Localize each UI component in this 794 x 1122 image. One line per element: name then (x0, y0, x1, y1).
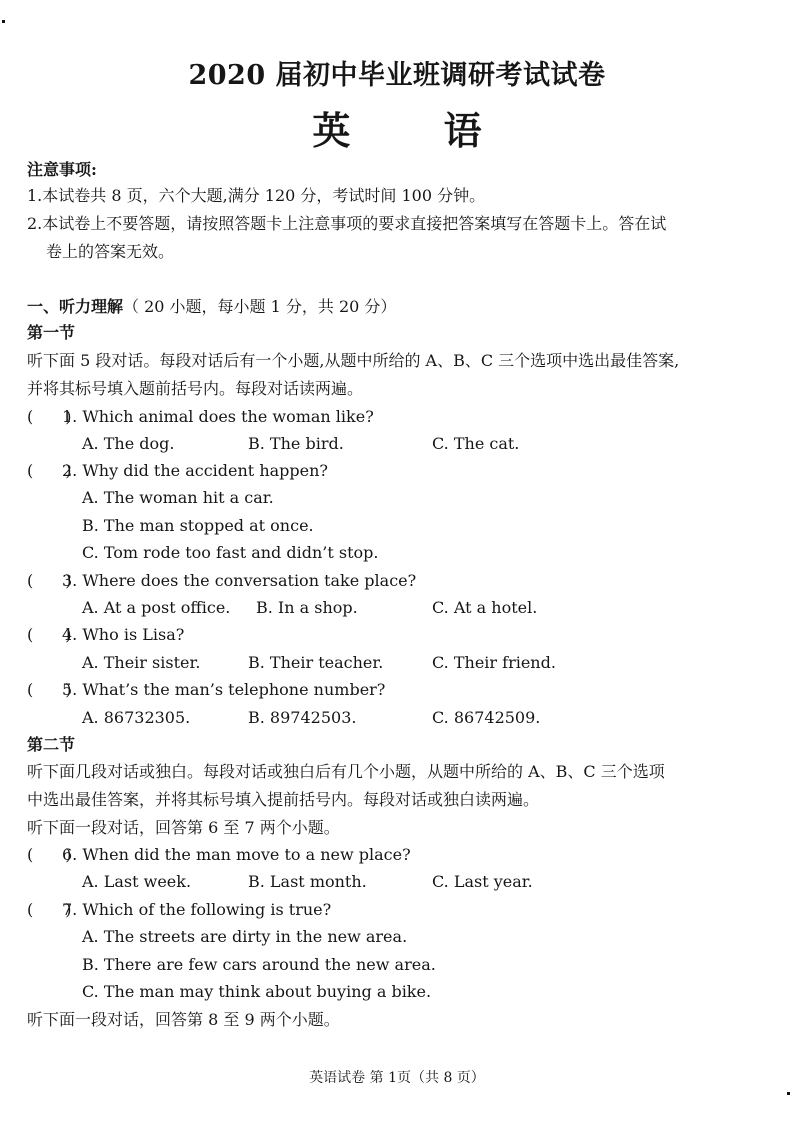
option-b: B. The bird. (248, 434, 344, 453)
option-b: B. There are few cars around the new area. (82, 955, 436, 974)
answer-bracket[interactable]: ( ) (27, 625, 72, 644)
scan-speck (2, 20, 5, 23)
notes-label: 注意事项: (27, 160, 97, 179)
section-instructions: 并将其标号填入题前括号内。每段对话读两遍。 (27, 379, 364, 398)
option-b: B. The man stopped at once. (82, 516, 314, 535)
answer-bracket[interactable]: ( ) (27, 680, 72, 699)
question-text: 4. Who is Lisa? (62, 625, 185, 644)
section-instructions: 听下面 5 段对话。每段对话后有一个小题,从题中所给的 A、B、C 三个选项中选出最佳答案, (27, 351, 680, 370)
option-a: A. 86732305. (82, 708, 191, 727)
option-a: A. The dog. (82, 434, 175, 453)
part-heading (27, 299, 396, 315)
notes-item: 卷上的答案无效。 (46, 242, 175, 261)
option-c: C. At a hotel. (432, 598, 538, 617)
section-label: 第二节 (27, 735, 76, 754)
section-instructions: 听下面几段对话或独白。每段对话或独白后有几个小题，从题中所给的 A、B、C 三个选项 (27, 762, 665, 781)
answer-bracket[interactable]: ( ) (27, 461, 72, 480)
exam-title: 2020 届初中毕业班调研考试试卷 (188, 60, 606, 91)
option-c: C. 86742509. (432, 708, 541, 727)
option-c: C. Their friend. (432, 653, 556, 672)
option-c: C. The cat. (432, 434, 520, 453)
answer-bracket[interactable]: ( ) (27, 900, 72, 919)
question-text: 3. Where does the conversation take place? (62, 571, 417, 590)
page-footer: 英语试卷 第 1页（共 8 页） (309, 1070, 485, 1086)
question-text: 2. Why did the accident happen? (62, 461, 328, 480)
notes-item: 1.本试卷共 8 页，六个大题,满分 120 分，考试时间 100 分钟。 (27, 186, 486, 205)
option-b: B. Their teacher. (248, 653, 384, 672)
option-a: A. The woman hit a car. (82, 488, 274, 507)
option-a: A. At a post office. (82, 598, 231, 617)
option-b: B. In a shop. (256, 598, 358, 617)
scan-speck (787, 1092, 790, 1095)
section-instructions: 中选出最佳答案，并将其标号填入提前括号内。每段对话或独白读两遍。 (27, 790, 540, 809)
answer-bracket[interactable]: ( ) (27, 845, 72, 864)
option-a: A. Their sister. (82, 653, 201, 672)
question-text: 5. What’s the man’s telephone number? (62, 680, 386, 699)
question-text: 6. When did the man move to a new place? (62, 845, 411, 864)
section-label: 第一节 (27, 323, 76, 342)
option-a: A. The streets are dirty in the new area. (82, 927, 408, 946)
part-heading-title: 一、听力理解 (27, 297, 124, 316)
option-c: C. Last year. (432, 872, 533, 891)
subject-title: 英 语 (312, 108, 522, 153)
question-text: 1. Which animal does the woman like? (62, 407, 374, 426)
option-a: A. Last week. (82, 872, 192, 891)
notes-item: 2.本试卷上不要答题，请按照答题卡上注意事项的要求直接把答案填写在答题卡上。答在试 (27, 214, 667, 233)
question-text: 7. Which of the following is true? (62, 900, 332, 919)
answer-bracket[interactable]: ( ) (27, 571, 72, 590)
option-b: B. Last month. (248, 872, 367, 891)
dialog-instruction: 听下面一段对话，回答第 8 至 9 两个小题。 (27, 1010, 340, 1029)
dialog-instruction: 听下面一段对话，回答第 6 至 7 两个小题。 (27, 818, 340, 837)
part-heading-note: （ 20 小题，每小题 1 分，共 20 分） (123, 297, 397, 316)
answer-bracket[interactable]: ( ) (27, 407, 72, 426)
option-c: C. Tom rode too fast and didn’t stop. (82, 543, 379, 562)
option-c: C. The man may think about buying a bike. (82, 982, 432, 1001)
option-b: B. 89742503. (248, 708, 357, 727)
